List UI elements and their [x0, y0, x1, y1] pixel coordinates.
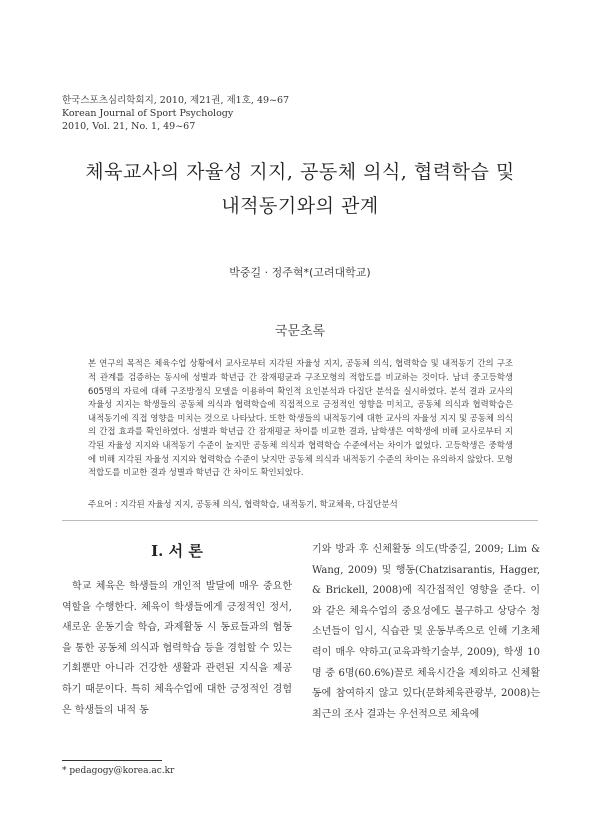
intro-paragraph-left: 학교 체육은 학생들의 개인적 발달에 매우 중요한 역할을 수행한다. 체육이 학생들에게 긍정적인 정서, 새로운 운동기술 학습, 과제활동 시 동료들과의 협동을 통한 공동체 의식과 협력학습 등을 경험할 수 있는 기회뿐만 아니라 건강한 생활과 관련된 지식을 제공하기 때문이다. 특히 체육수업에 대한 긍정적인 경험은 학생들의 내적 동: [62, 581, 292, 716]
paper-title-line-2: 내적동기와의 관계: [221, 195, 379, 217]
section-divider: [62, 520, 538, 521]
keywords: 주요어 : 지각된 자율성 지지, 공동체 의식, 협력학습, 내적동기, 학교체육, 다집단분석: [88, 499, 398, 509]
paper-title: [40, 155, 560, 223]
journal-info: [62, 94, 289, 133]
journal-citation-korean: 한국스포츠심리학회지, 2010, 제21권, 제1호, 49~67: [62, 95, 290, 106]
section-heading: I. 서 론: [151, 542, 203, 560]
left-column: [62, 540, 292, 721]
footnote-email: * pedagogy@korea.ac.kr: [62, 766, 175, 776]
right-column: [312, 540, 540, 725]
abstract-text: 본 연구의 목적은 체육수업 상황에서 교사로부터 지각된 자율성 지지, 공동체 의식, 협력학습 및 내적동기 간의 구조적 관계를 검증하는 동시에 성별과 학년급 간 잠재평균과 구조모형의 적합도를 비교하는 것이다. 남녀 중고등학생 605명의 자료에 대해 구조방정식 모델을 이용하여 확인적 요인분석과 다집단 분석을 실시하였다. 분석 결과 교사의 자율성 지지는 학생들의 공동체 의식과 협력학습에 직접적으로 긍정적인 영향을 미치고, 공동체 의식과 협력학습은 내적동기에 직접 영향을 미치는 것으로 나타났다. 또한 학생들의 내적동기에 대한 교사의 자율성 지지 및 공동체 의식의 간접 효과를 확인하였다. 성별과 학년급 간 잠재평균 차이를 비교한 결과, 남학생은 여학생에 비해 교사로부터 지각된 자율성 지지와 내적동기 수준이 높지만 공동체 의식과 협력학습 수준에서는 차이가 없었다. 고등학생은 중학생에 비해 지각된 자율성 지지와 협력학습 수준이 낮지만 공동체 의식과 내적동기 수준의 차이는 유의하지 않았다. 모형 적합도를 비교한 결과 성별과 학년급 간 차이도 확인되었다.: [88, 358, 513, 478]
intro-paragraph-right: 기와 방과 후 신체활동 의도(박중길, 2009; Lim & Wang, 2009) 및 행동(Chatzisarantis, Hagger, & Brickell, 2008)에 직간접적인 영향을 준다. 이와 같은 체육수업의 중요성에도 불구하고 상당수 청소년들이 입시, 식습관 및 운동부족으로 인해 기초체력이 매우 약하고(교육과학기술부, 2009), 학생 10명 중 6명(60.6%)꼴로 체육시간을 제외하고 신체활동에 참여하지 않고 있다(문화체육관광부, 2008)는 최근의 조사 결과는 우선적으로 체육에: [312, 544, 540, 720]
authors: 박중길 · 정주혁*(고려대학교): [229, 266, 371, 279]
footnote-rule: [62, 760, 162, 761]
paper-title-line-1: 체육교사의 자율성 지지, 공동체 의식, 협력학습 및: [85, 161, 515, 183]
abstract-heading: 국문초록: [274, 324, 326, 339]
journal-citation-english: 2010, Vol. 21, No. 1, 49~67: [62, 121, 196, 132]
journal-name-english: Korean Journal of Sport Psychology: [62, 108, 234, 119]
